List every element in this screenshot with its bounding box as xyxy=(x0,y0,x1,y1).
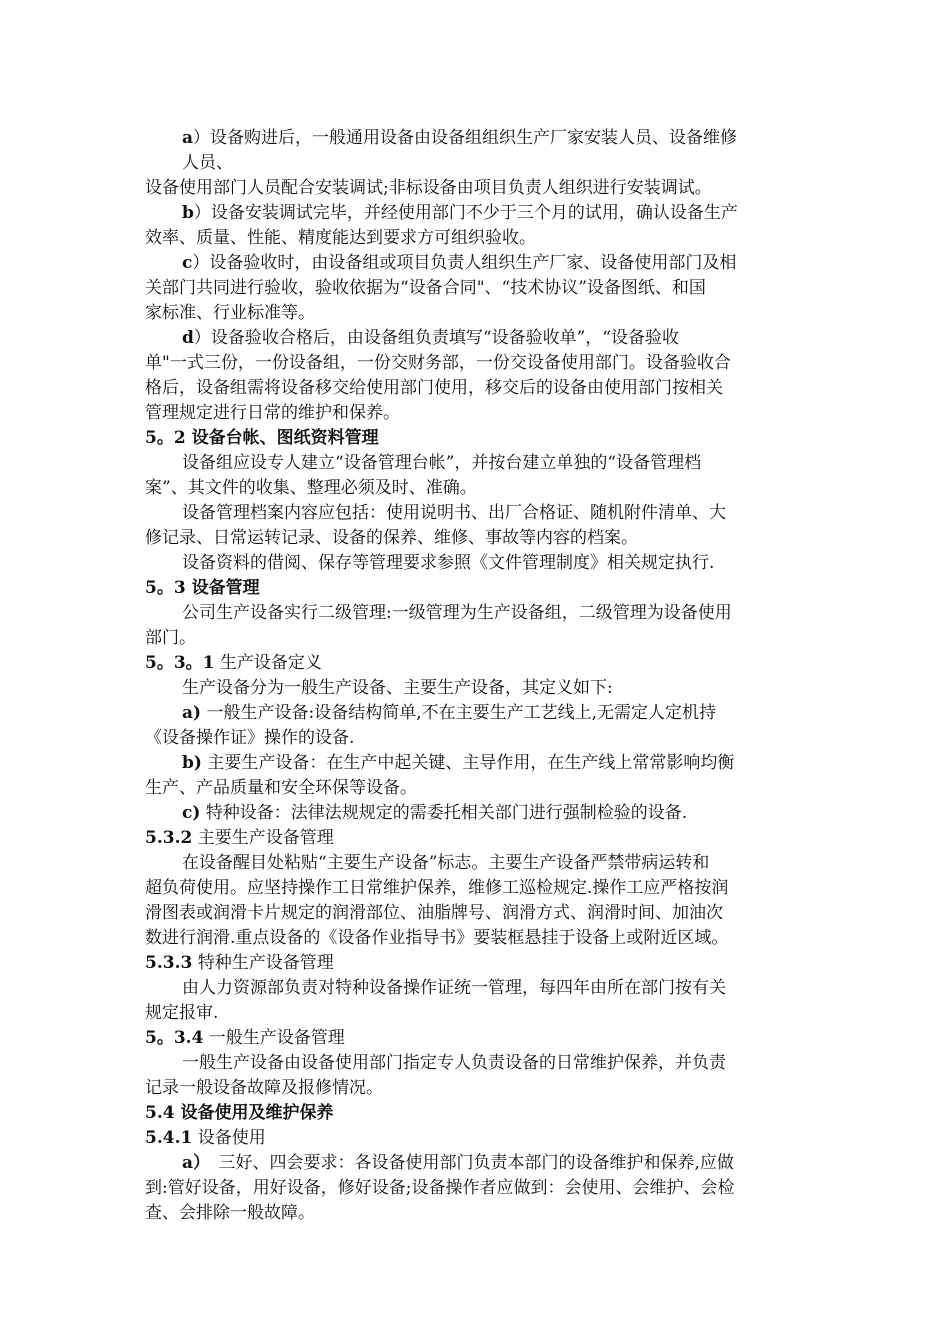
line-text: 由人力资源部负责对特种设备操作证统一管理，每四年由所在部门按有关 xyxy=(182,978,726,998)
paragraph-line xyxy=(145,1076,383,1100)
section-heading xyxy=(145,576,260,600)
paragraph-line xyxy=(145,876,728,900)
paragraph-line xyxy=(145,1201,315,1225)
heading-number: 5.3.3 xyxy=(145,953,193,973)
line-text: ）设备验收时，由设备组或项目负责人组织生产厂家、设备使用部门及相 xyxy=(192,253,737,273)
paragraph-line xyxy=(182,601,732,625)
line-text: 关部门共同进行验收，验收依据为“设备合同"、“技术协议”设备图纸、和国 xyxy=(145,278,706,298)
paragraph-line xyxy=(182,701,716,725)
line-text: 超负荷使用。应坚持操作工日常维护保养，维修工巡检规定.操作工应严格按润 xyxy=(145,878,729,898)
subsection-heading xyxy=(145,1126,266,1150)
paragraph-line xyxy=(145,526,638,550)
line-text: 公司生产设备实行二级管理:一级管理为生产设备组，二级管理为设备使用 xyxy=(182,603,732,623)
heading-text: 主要生产设备管理 xyxy=(192,828,334,848)
paragraph-line xyxy=(182,1151,734,1175)
list-marker: a） xyxy=(182,1153,202,1173)
paragraph-line xyxy=(182,501,726,525)
paragraph-line xyxy=(145,226,536,250)
heading-text: 设备使用 xyxy=(192,1128,266,1148)
heading-number: 5。3。1 xyxy=(145,653,215,673)
list-marker: d xyxy=(182,328,194,348)
line-text: 修记录、日常运转记录、设备的保养、维修、事故等内容的档案。 xyxy=(145,528,638,548)
line-text: 家标准、行业标准等。 xyxy=(145,303,315,323)
line-text: 在设备醒目处粘贴“主要生产设备”标志。主要生产设备严禁带病运转和 xyxy=(182,853,710,873)
paragraph-line xyxy=(145,776,417,800)
section-heading xyxy=(145,1101,334,1125)
paragraph-line xyxy=(182,251,736,275)
line-text: 设备管理档案内容应包括：使用说明书、出厂合格证、随机附件清单、大 xyxy=(182,503,726,523)
line-text: 生产设备分为一般生产设备、主要生产设备，其定义如下: xyxy=(182,678,613,698)
list-marker: a) xyxy=(182,703,202,723)
line-text: 格后，设备组需将设备移交给使用部门使用，移交后的设备由使用部门按相关 xyxy=(145,378,723,398)
paragraph-line xyxy=(182,151,233,175)
line-text: 规定报审. xyxy=(145,1003,219,1023)
paragraph-line xyxy=(182,751,734,775)
line-text: ）设备安装调试完毕，并经使用部门不少于三个月的试用，确认设备生产 xyxy=(193,203,738,223)
paragraph-line xyxy=(145,626,196,650)
line-text: 管理规定进行日常的维护和保养。 xyxy=(145,403,400,423)
paragraph-line xyxy=(145,1176,734,1200)
line-text: 主要生产设备：在生产中起关键、主导作用，在生产线上常常影响均衡 xyxy=(201,753,735,773)
paragraph-line xyxy=(145,401,400,425)
list-marker: c) xyxy=(182,803,201,823)
heading-text: 生产设备定义 xyxy=(214,653,322,673)
paragraph-line xyxy=(182,126,737,150)
line-text: 设备组应设专人建立“设备管理台帐”，并按台建立单独的“设备管理档 xyxy=(182,453,702,473)
heading-text: 5.4 设备使用及维护保养 xyxy=(145,1103,334,1123)
line-text: 生产、产品质量和安全环保等设备。 xyxy=(145,778,417,798)
subsection-heading xyxy=(145,651,322,675)
subsection-heading xyxy=(145,1026,345,1050)
paragraph-line xyxy=(145,726,354,750)
line-text: 人员、 xyxy=(182,153,233,173)
heading-text: 特种生产设备管理 xyxy=(192,953,334,973)
paragraph-line xyxy=(145,176,712,200)
paragraph-line xyxy=(145,1001,218,1025)
paragraph-line xyxy=(182,1051,726,1075)
line-text: 记录一般设备故障及报修情况。 xyxy=(145,1078,383,1098)
line-text: 滑图表或润滑卡片规定的润滑部位、油脂牌号、润滑方式、润滑时间、加油次 xyxy=(145,903,723,923)
line-text: 设备资料的借阅、保存等管理要求参照《文件管理制度》相关规定执行. xyxy=(182,553,715,573)
paragraph-line xyxy=(145,926,728,950)
subsection-heading xyxy=(145,951,334,975)
line-text: 到:管好设备，用好设备，修好设备;设备操作者应做到：会使用、会维护、会检 xyxy=(145,1178,735,1198)
line-text: 效率、质量、性能、精度能达到要求方可组织验收。 xyxy=(145,228,536,248)
paragraph-line xyxy=(182,451,701,475)
paragraph-line xyxy=(182,851,709,875)
list-marker: a xyxy=(182,128,194,148)
heading-text: 5。3 设备管理 xyxy=(145,578,260,598)
paragraph-line xyxy=(145,376,723,400)
paragraph-line xyxy=(145,276,706,300)
line-text: 一般生产设备:设备结构简单,不在主要生产工艺线上,无需定人定机持 xyxy=(201,703,717,723)
paragraph-line xyxy=(145,301,315,325)
list-marker: c xyxy=(182,253,193,273)
line-text: ）设备验收合格后，由设备组负责填写“设备验收单”，“设备验收 xyxy=(193,328,679,348)
paragraph-line xyxy=(182,551,714,575)
heading-number: 5.3.2 xyxy=(145,828,193,848)
paragraph-line xyxy=(145,901,723,925)
line-text: 部门。 xyxy=(145,628,196,648)
list-marker: b xyxy=(182,203,194,223)
paragraph-line xyxy=(182,201,738,225)
line-text: 单"一式三份，一份设备组，一份交财务部，一份交设备使用部门。设备验收合 xyxy=(145,353,731,373)
subsection-heading xyxy=(145,826,334,850)
line-text: 特种设备：法律法规规定的需委托相关部门进行强制检验的设备. xyxy=(200,803,688,823)
paragraph-line xyxy=(182,326,679,350)
line-text: 数进行润滑.重点设备的《设备作业指导书》要装框悬挂于设备上或附近区域。 xyxy=(145,928,729,948)
heading-number: 5。3.4 xyxy=(145,1028,204,1048)
line-text: 三好、四会要求：各设备使用部门负责本部门的设备维护和保养,应做 xyxy=(201,1153,734,1173)
paragraph-line xyxy=(182,976,726,1000)
section-heading xyxy=(145,426,379,450)
paragraph-line xyxy=(182,801,687,825)
paragraph-line xyxy=(145,351,731,375)
paragraph-line xyxy=(182,676,613,700)
heading-number: 5.4.1 xyxy=(145,1128,193,1148)
list-marker: b) xyxy=(182,753,202,773)
line-text: 设备使用部门人员配合安装调试;非标设备由项目负责人组织进行安装调试。 xyxy=(145,178,712,198)
heading-text: 一般生产设备管理 xyxy=(203,1028,345,1048)
line-text: 案”、其文件的收集、整理必须及时、准确。 xyxy=(145,478,477,498)
heading-text: 5。2 设备台帐、图纸资料管理 xyxy=(145,428,379,448)
line-text: 查、会排除一般故障。 xyxy=(145,1203,315,1223)
line-text: ）设备购进后，一般通用设备由设备组组织生产厂家安装人员、设备维修 xyxy=(193,128,738,148)
paragraph-line xyxy=(145,476,477,500)
line-text: 一般生产设备由设备使用部门指定专人负责设备的日常维护保养，并负责 xyxy=(182,1053,726,1073)
line-text: 《设备操作证》操作的设备. xyxy=(145,728,355,748)
